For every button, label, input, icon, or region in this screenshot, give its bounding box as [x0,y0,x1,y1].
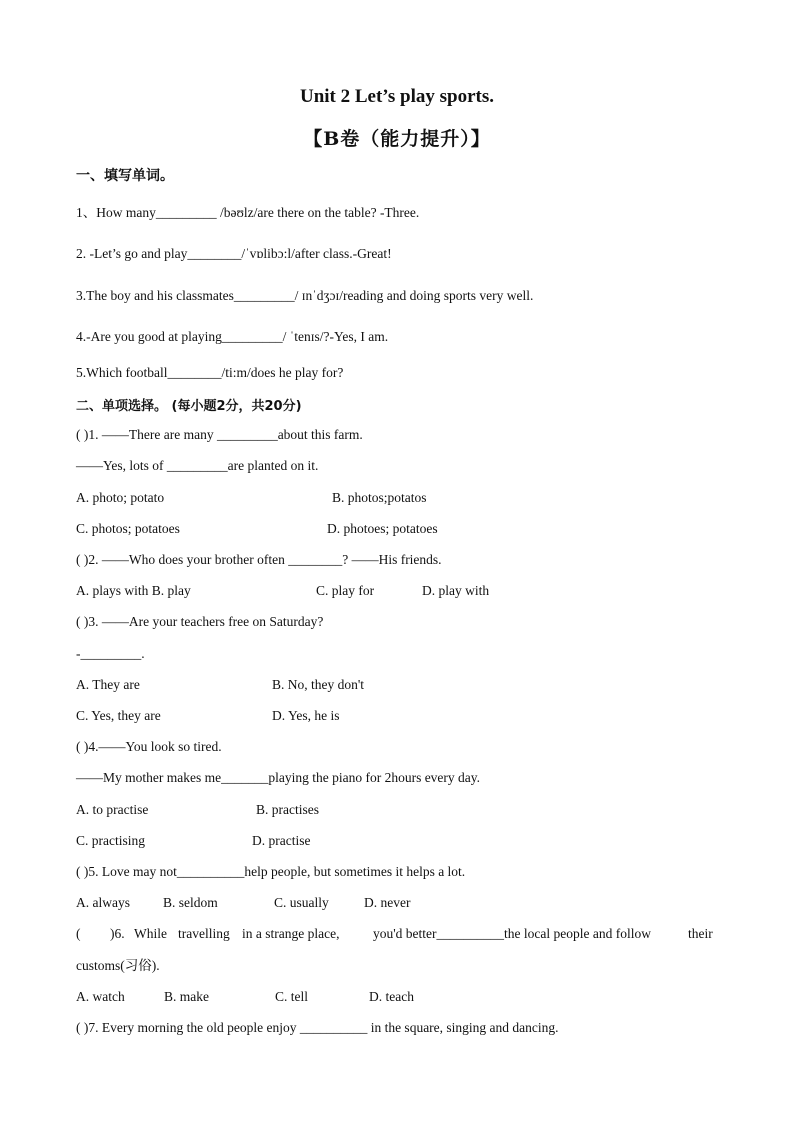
option-a: A. always [76,895,130,910]
option-a: A. watch [76,989,125,1004]
option-d: D. teach [369,989,414,1004]
question-stem: ( )1. ——There are many _________about this farm. [76,427,363,442]
option-c: C. usually [274,895,329,910]
option-a: A. They are [76,677,140,692]
section-heading-fill-in: 一、填写单词。 [76,168,174,184]
question-stem: ( )2. ——Who does your brother often ________? ——His friends. [76,552,442,567]
question-line: 2. -Let’s go and play________/ˈvɒlibɔ:l/after class.-Great! [76,246,392,261]
question-paren: ( [76,926,81,941]
option-c: C. tell [275,989,308,1004]
question-line: 4.-Are you good at playing_________/ ˈtenɪs/?-Yes, I am. [76,329,389,344]
question-word: in a strange place, [242,926,340,941]
option-d: D. photoes; potatoes [327,521,438,536]
option-a-b: A. plays with B. play [76,583,191,598]
question-stem: customs(习俗). [76,958,160,973]
option-c: C. Yes, they are [76,708,161,723]
question-stem: ——Yes, lots of _________are planted on it. [76,458,319,473]
option-c: C. play for [316,583,375,598]
page-subtitle: 【B卷（能力提升）】 [303,128,491,150]
question-line: 3.The boy and his classmates_________/ ɪnˈdʒɔɪ/reading and doing sports very well. [76,288,534,303]
question-number: )6. [110,926,125,941]
question-line: 5.Which football________/ti:m/does he play for? [76,365,344,380]
section-heading-multiple-choice: 二、单项选择。 (每小题2分，共20分) [76,399,302,414]
question-stem: ( )5. Love may not__________help people, but sometimes it helps a lot. [76,864,466,879]
question-stem: ——My mother makes me_______playing the piano for 2hours every day. [76,770,481,785]
option-d: D. Yes, he is [272,708,340,723]
question-stem: -_________. [76,646,145,661]
page-title: Unit 2 Let’s play sports. [299,86,495,107]
option-a: A. to practise [76,802,149,817]
option-a: A. photo; potato [76,490,165,505]
option-d: D. never [364,895,411,910]
option-c: C. photos; potatoes [76,521,180,536]
option-b: B. make [164,989,209,1004]
question-stem: ( )4.——You look so tired. [76,739,222,754]
option-d: D. play with [422,583,490,598]
option-c: C. practising [76,833,145,848]
option-b: B. seldom [163,895,218,910]
question-word: While [134,926,167,941]
question-stem: ( )7. Every morning the old people enjoy __________ in the square, singing and dancing. [76,1020,559,1035]
question-word: you'd better__________the local people and follow [373,926,651,941]
question-line: 1、How many_________ /bəʊlz/are there on the table? -Three. [76,205,420,220]
option-b: B. No, they don't [272,677,365,692]
option-d: D. practise [252,833,311,848]
option-b: B. practises [256,802,319,817]
question-word: travelling [178,926,230,941]
option-b: B. photos;potatos [332,490,427,505]
question-word: their [688,926,713,941]
question-stem: ( )3. ——Are your teachers free on Saturday? [76,614,324,629]
